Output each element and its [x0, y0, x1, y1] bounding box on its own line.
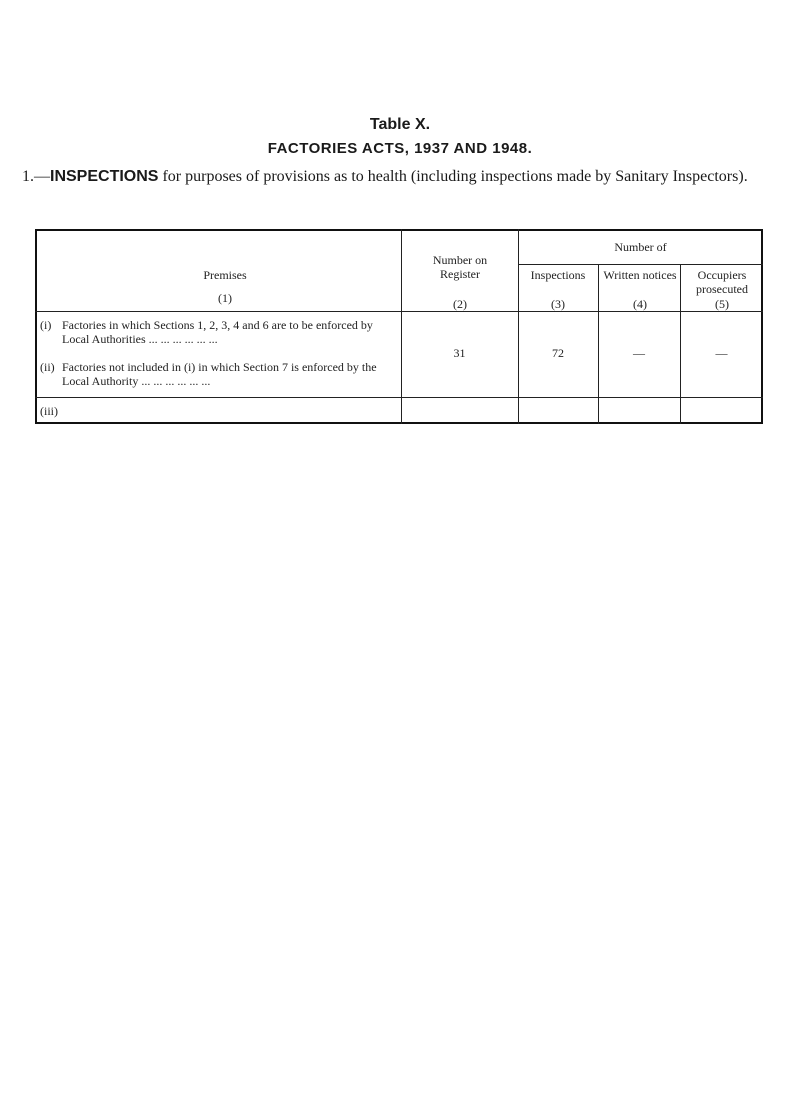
row2-label: (ii) [40, 360, 55, 374]
row1-label: (i) [40, 318, 52, 332]
header-written-notices-num: (4) [633, 297, 647, 311]
table1-vline [518, 229, 519, 424]
row1-inspections: 72 [552, 346, 564, 360]
header-occupiers: Occupiers prosecuted [696, 268, 748, 296]
section1-text: for purposes of provisions as to health (including inspections made by Sanitary Inspectors). [158, 168, 748, 185]
row1-text: Factories in which Sections 1, 2, 3, 4 and 6 are to be enforced by Local Authorities ... ... ... ... ... ... [62, 318, 373, 346]
table1-header-rule [35, 311, 763, 312]
row3-label: (iii) [40, 404, 58, 418]
row1-register: 31 [453, 346, 466, 360]
header-number-of: Number of [614, 240, 667, 254]
header-inspections: Inspections [530, 268, 586, 282]
header-occupiers-num: (5) [715, 297, 729, 311]
header-premises: Premises [203, 268, 247, 282]
section1-keyword: INSPECTIONS [50, 168, 159, 185]
header-register-num: (2) [453, 297, 467, 311]
section1-number: 1.— [22, 168, 50, 185]
row2-text: Factories not included in (i) in which Section 7 is enforced by the Local Authority ... ... ... ... ... ... [62, 360, 377, 388]
row1-prosecuted: — [715, 346, 728, 360]
table1-vline [401, 229, 402, 424]
table-label: Table X. [369, 116, 431, 133]
table1-vline [680, 264, 681, 424]
section1-heading [22, 167, 782, 187]
header-inspections-num: (3) [551, 297, 565, 311]
table1-total-rule [35, 397, 763, 398]
acts-title: FACTORIES ACTS, 1937 AND 1948. [267, 140, 533, 157]
header-premises-num: (1) [218, 291, 232, 305]
header-written-notices: Written notices [603, 268, 677, 282]
table1-vline [598, 264, 599, 424]
table1-numberof-rule [518, 264, 763, 265]
row1-notices: — [633, 346, 645, 360]
header-number-on-register: Number on Register [432, 253, 488, 281]
